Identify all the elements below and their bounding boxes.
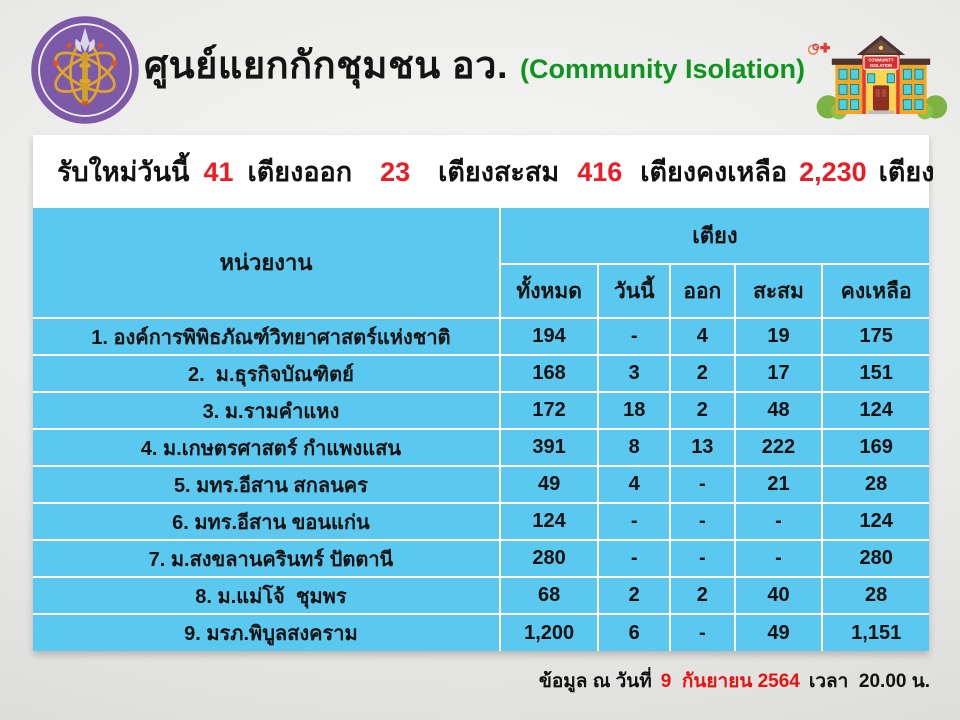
mhesi-ministry-seal-icon xyxy=(26,14,144,126)
agency-cell: 1. องค์การพิพิธภัณฑ์วิทยาศาสตร์แห่งชาติ xyxy=(33,318,500,355)
summary-value: 23 xyxy=(380,157,411,187)
summary-unit: เตียง xyxy=(438,157,494,187)
table-row xyxy=(33,318,929,355)
column-header-today: วันนี้ xyxy=(598,264,670,318)
agency-cell: 7. ม.สงขลานครินทร์ ปัตตานี xyxy=(33,540,500,577)
total-cell: 49 xyxy=(500,466,599,503)
column-header-remaining: คงเหลือ xyxy=(822,264,929,318)
total-cell: 68 xyxy=(500,577,599,614)
agency-cell: 2. ม.ธุรกิจบัณฑิตย์ xyxy=(33,355,500,392)
column-header-cumulative: สะสม xyxy=(735,264,823,318)
summary-label: สะสม xyxy=(493,157,560,187)
agency-cell: 9. มรภ.พิบูลสงคราม xyxy=(33,614,500,651)
summary-bar xyxy=(33,135,935,208)
remaining-cell: 124 xyxy=(822,503,929,540)
out-cell: 4 xyxy=(670,318,735,355)
title-thai: ศูนย์แยกกักชุมชน อว. xyxy=(144,45,509,87)
summary-unit: เตียง xyxy=(878,157,935,187)
remaining-cell: 28 xyxy=(822,577,929,614)
building-sign-line2: ISOLATION xyxy=(869,62,893,68)
total-cell: 168 xyxy=(500,355,599,392)
agency-cell: 4. ม.เกษตรศาสตร์ กำแพงแสน xyxy=(33,429,500,466)
svg-text:COMMUNITY xyxy=(868,57,894,62)
out-cell: 2 xyxy=(670,392,735,429)
cumulative-cell: 19 xyxy=(735,318,823,355)
column-header-agency: หน่วยงาน xyxy=(33,208,500,318)
header xyxy=(0,0,960,135)
out-cell: - xyxy=(670,503,735,540)
agency-cell: 5. มทร.อีสาน สกลนคร xyxy=(33,466,500,503)
today-cell: - xyxy=(598,503,670,540)
data-timestamp xyxy=(539,666,930,696)
timestamp-time: เวลา 20.00 น. xyxy=(808,671,930,692)
cumulative-cell: 48 xyxy=(735,392,823,429)
table-row xyxy=(33,540,929,577)
timestamp-date: 9 กันยายน 2564 xyxy=(660,671,800,692)
timestamp-prefix: ข้อมูล ณ วันที่ xyxy=(538,671,652,692)
building-sign-line1: COMMUNITY xyxy=(868,57,894,63)
cumulative-cell: 49 xyxy=(735,614,823,651)
table-row xyxy=(33,503,929,540)
summary-label: ออก xyxy=(303,157,353,187)
out-cell: 2 xyxy=(670,577,735,614)
table-row xyxy=(33,577,929,614)
cumulative-cell: 222 xyxy=(735,429,823,466)
agency-cell: 3. ม.รามคำแหง xyxy=(33,392,500,429)
cumulative-cell: - xyxy=(735,540,823,577)
out-cell: - xyxy=(670,466,735,503)
cumulative-cell: 21 xyxy=(735,466,823,503)
remaining-cell: 124 xyxy=(822,392,929,429)
today-cell: 4 xyxy=(598,466,670,503)
table-row xyxy=(33,429,929,466)
cumulative-cell: - xyxy=(735,503,823,540)
summary-label: รับใหม่วันนี้ xyxy=(57,157,190,187)
summary-discharged xyxy=(303,150,494,193)
today-cell: - xyxy=(598,540,670,577)
summary-remaining xyxy=(696,150,934,193)
summary-value: 416 xyxy=(577,157,623,187)
table-row xyxy=(33,614,929,651)
today-cell: 6 xyxy=(598,614,670,651)
title-english: (Community Isolation) xyxy=(520,54,806,84)
table-row xyxy=(33,392,929,429)
summary-value: 2,230 xyxy=(799,157,867,187)
remaining-cell: 1,151 xyxy=(822,614,929,651)
remaining-cell: 169 xyxy=(822,429,929,466)
summary-cumulative xyxy=(494,150,696,193)
data-panel xyxy=(33,135,935,651)
summary-unit: เตียง xyxy=(640,157,697,187)
cumulative-cell: 17 xyxy=(735,355,823,392)
summary-value: 41 xyxy=(203,157,234,187)
summary-unit: เตียง xyxy=(247,157,304,187)
today-cell: 18 xyxy=(598,392,670,429)
remaining-cell: 280 xyxy=(822,540,929,577)
out-cell: - xyxy=(670,540,735,577)
table-row xyxy=(33,466,929,503)
total-cell: 1,200 xyxy=(500,614,599,651)
total-cell: 172 xyxy=(500,392,599,429)
today-cell: - xyxy=(598,318,670,355)
total-cell: 280 xyxy=(500,540,599,577)
summary-new-today xyxy=(57,150,303,193)
page-title xyxy=(144,34,805,101)
column-header-out: ออก xyxy=(670,264,735,318)
today-cell: 3 xyxy=(598,355,670,392)
cumulative-cell: 40 xyxy=(735,577,823,614)
agency-cell: 6. มทร.อีสาน ขอนแก่น xyxy=(33,503,500,540)
remaining-cell: 151 xyxy=(822,355,929,392)
total-cell: 194 xyxy=(500,318,599,355)
remaining-cell: 28 xyxy=(822,466,929,503)
total-cell: 391 xyxy=(500,429,599,466)
community-isolation-building-icon xyxy=(805,20,957,124)
out-cell: - xyxy=(670,614,735,651)
svg-text:ISOLATION xyxy=(870,63,892,68)
today-cell: 8 xyxy=(598,429,670,466)
column-group-header-beds: เตียง xyxy=(500,208,929,264)
remaining-cell: 175 xyxy=(822,318,929,355)
column-header-total: ทั้งหมด xyxy=(500,264,599,318)
today-cell: 2 xyxy=(598,577,670,614)
table-row xyxy=(33,355,929,392)
total-cell: 124 xyxy=(500,503,599,540)
summary-label: คงเหลือ xyxy=(696,157,788,187)
agency-cell: 8. ม.แม่โจ้ ชุมพร xyxy=(33,577,500,614)
out-cell: 2 xyxy=(670,355,735,392)
out-cell: 13 xyxy=(670,429,735,466)
beds-table xyxy=(33,208,929,651)
